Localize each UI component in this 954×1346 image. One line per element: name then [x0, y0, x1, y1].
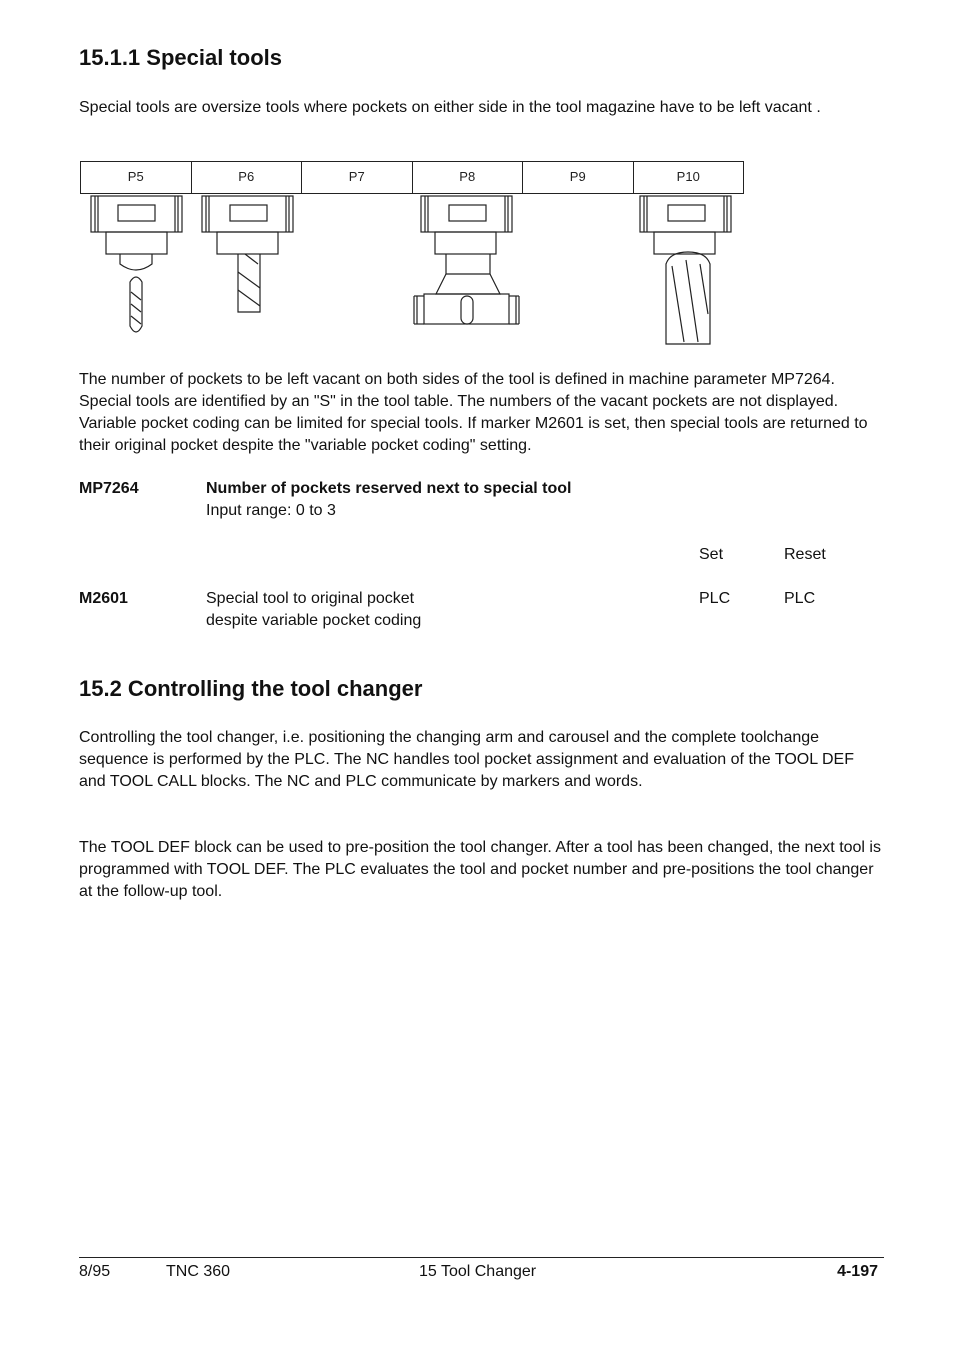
footer-chapter: 15 Tool Changer [419, 1263, 537, 1280]
special-tools-description: The number of pockets to be left vacant on both sides of the tool is defined in machine parameter MP7264. Special tools are identified by an "S" in the tool table. The numbers of the vacant pockets are not displayed. Variable pocket coding can be limited for special tools. If marker M2601 is set, then special tools are returned to their original pocket despite the "variable pocket coding" setting. [79, 371, 868, 454]
pocket-strip [80, 161, 744, 194]
intro-paragraph: Special tools are oversize tools where pockets on either side in the tool magazine have to be left vacant . [79, 99, 821, 116]
marker-m2601-set: PLC [699, 590, 731, 607]
mp7264-code: MP7264 [79, 480, 139, 497]
section-heading-controlling-tool-changer: 15.2 Controlling the tool changer [79, 676, 423, 701]
controlling-paragraph-2: The TOOL DEF block can be used to pre-position the tool changer. After a tool has been changed, the next tool is programmed with TOOL DEF. The PLC evaluates the tool and pocket number and pre-positions the tool changer at the follow-up tool. [79, 839, 881, 900]
column-header-reset: Reset [784, 546, 826, 563]
marker-m2601-code: M2601 [79, 590, 128, 607]
pocket-p5: P5 [81, 162, 192, 193]
footer-date: 8/95 [79, 1263, 111, 1280]
tool-holder-p10-icon [640, 196, 731, 344]
mp7264-input-range: Input range: 0 to 3 [206, 502, 336, 519]
tool-holder-p6-icon [202, 196, 293, 312]
column-header-set: Set [699, 546, 724, 563]
tool-drawings [80, 194, 744, 384]
footer-page-number: 4-197 [837, 1263, 878, 1280]
marker-m2601-desc-line2: despite variable pocket coding [206, 612, 422, 629]
pocket-p7: P7 [302, 162, 413, 193]
footer-model: TNC 360 [166, 1263, 231, 1280]
controlling-paragraph-1: Controlling the tool changer, i.e. positioning the changing arm and carousel and the complete toolchange sequence is performed by the PLC. The NC handles tool pocket assignment and evaluation of the TOOL DEF and TOOL CALL blocks. The NC and PLC communicate by markers and words. [79, 729, 854, 790]
pocket-p9: P9 [523, 162, 634, 193]
tool-holder-p5-icon [91, 196, 182, 332]
mp7264-title: Number of pockets reserved next to special tool [206, 480, 572, 497]
marker-m2601-reset: PLC [784, 590, 816, 607]
pocket-p6: P6 [192, 162, 303, 193]
pocket-p8: P8 [413, 162, 524, 193]
marker-m2601-desc-line1: Special tool to original pocket [206, 590, 415, 607]
tool-holder-p8-special-icon [414, 196, 519, 324]
footer-rule [79, 1257, 884, 1258]
pocket-p10: P10 [676, 169, 700, 184]
section-heading-special-tools: 15.1.1 Special tools [79, 45, 282, 70]
